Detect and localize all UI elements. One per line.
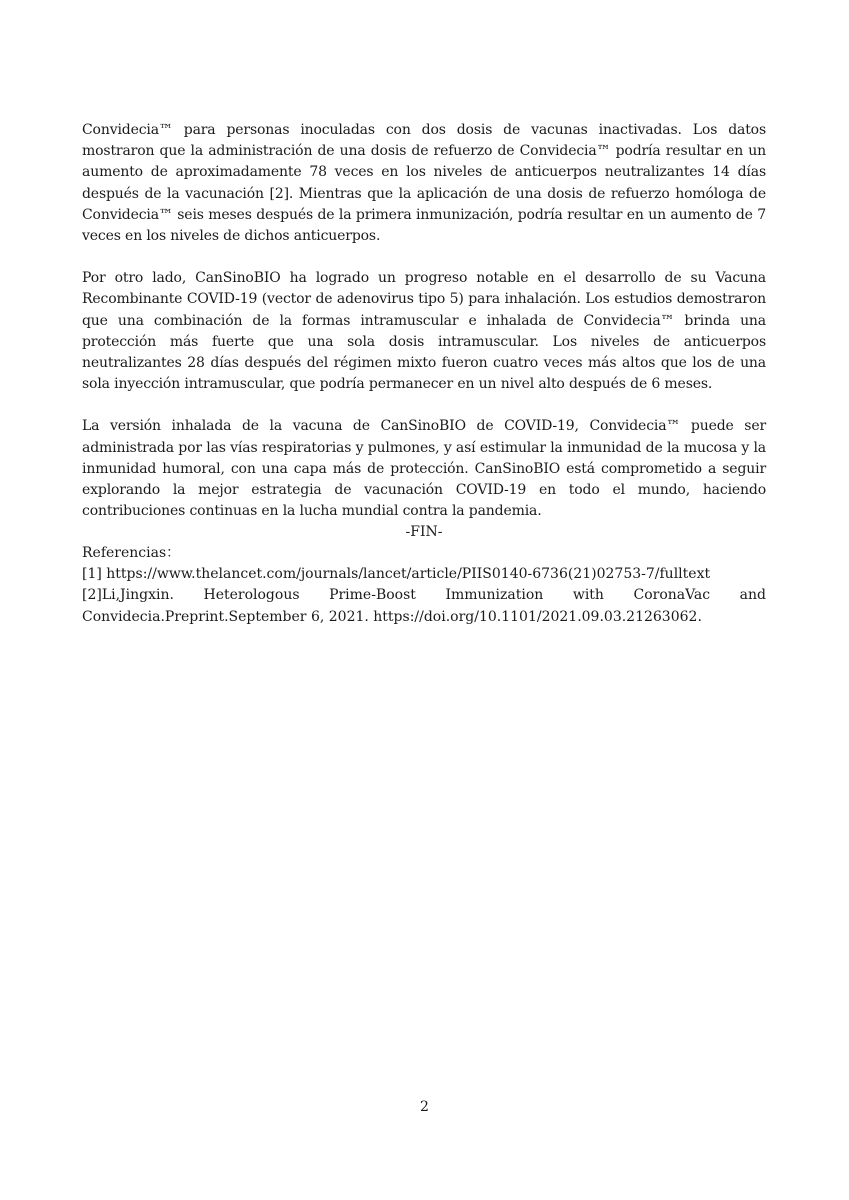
reference-2-line-2: Convidecia.Preprint.September 6, 2021. https://doi.org/10.1101/2021.09.03.21263062. xyxy=(82,608,702,625)
reference-1: [1] https://www.thelancet.com/journals/lancet/article/PIIS0140-6736(21)02753-7/fulltext xyxy=(82,566,711,583)
reference-2-line-1: [2]Li,Jingxin. Heterologous Prime-Boost Immunization with CoronaVac and xyxy=(82,587,766,604)
end-marker: -FIN- xyxy=(405,524,443,541)
reference-2 xyxy=(82,585,766,627)
paragraph-1: Convidecia™ para personas inoculadas con dos dosis de vacunas inactivadas. Los datos mostraron que la administración de una dosis de refuerzo de Convidecia™ podría resultar en un aumento de aproximadamente 78 veces en los niveles de anticuerpos neutralizantes 14 días después de la vacunación [2]. Mientras que la aplicación de una dosis de refuerzo homóloga de Convidecia™ seis meses después de la primera inmunización, podría resultar en un aumento de 7 veces en los niveles de dichos anticuerpos. xyxy=(82,122,766,245)
paragraph-3: La versión inhalada de la vacuna de CanSinoBIO de COVID-19, Convidecia™ puede ser administrada por las vías respiratorias y pulmones, y así estimular la inmunidad de la mucosa y la inmunidad humoral, con una capa más de protección. CanSinoBIO está comprometido a seguir explorando la mejor estrategia de vacunación COVID-19 en todo el mundo, haciendo contribuciones continuas en la lucha mundial contra la pandemia. xyxy=(82,418,766,520)
paragraph-2: Por otro lado, CanSinoBIO ha logrado un progreso notable en el desarrollo de su Vacuna Recombinante COVID-19 (vector de adenovirus tipo 5) para inhalación. Los estudios demostraron que una combinación de la formas intramuscular e inhalada de Convidecia™ brinda una protección más fuerte que una sola dosis intramuscular. Los niveles de anticuerpos neutralizantes 28 días después del régimen mixto fueron cuatro veces más altos que los de una sola inyección intramuscular, que podría permanecer en un nivel alto después de 6 meses. xyxy=(82,270,766,393)
body-text xyxy=(82,120,766,544)
references-section xyxy=(82,543,766,628)
page-number: 2 xyxy=(420,1099,429,1115)
references-heading: Referencias： xyxy=(82,545,181,561)
